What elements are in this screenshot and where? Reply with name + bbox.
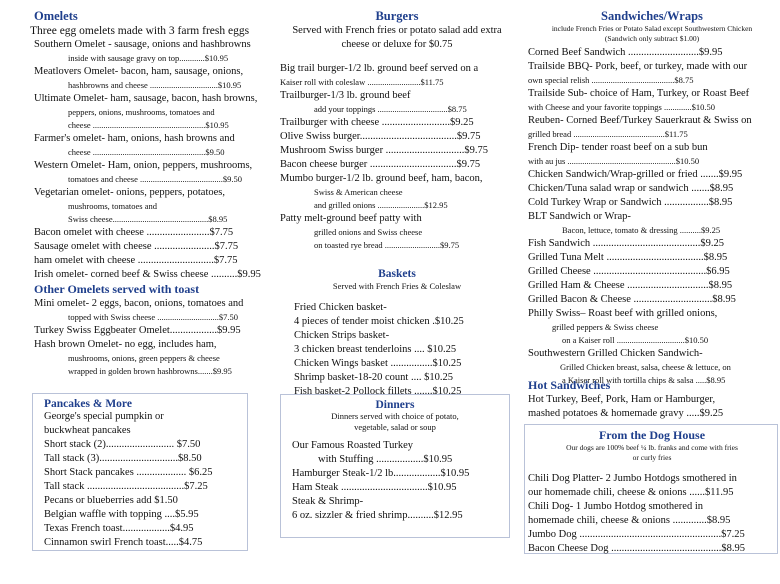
omelets-line: Bacon omelet with cheese ........................$7.75 — [34, 227, 234, 238]
sandwiches-line: grilled bread ...........................................$11.75 — [528, 129, 688, 139]
pancakes-heading: Pancakes & More — [44, 398, 132, 410]
burgers-line: grilled onions and Swiss cheese — [314, 227, 423, 237]
burgers-heading: Burgers — [375, 9, 419, 23]
omelets-line: peppers, onions, mushrooms, tomatoes and — [68, 107, 215, 117]
omelets-line: ham omelet with cheese .............................$7.75 — [34, 255, 238, 266]
pancakes-line: Cinnamon swirl French toast.....$4.75 — [44, 537, 203, 548]
dog-house-line: our homemade chili, cheese & onions ......$11.95 — [528, 487, 734, 498]
pancakes-line: Belgian waffle with topping ....$5.95 — [44, 509, 199, 520]
omelets-line: Southern Omelet - sausage, onions and hashbrowns — [34, 39, 251, 50]
baskets-line: Shrimp basket-18-20 count .... $10.25 — [294, 372, 453, 383]
baskets-line: 4 pieces of tender moist chicken .$10.25 — [294, 316, 464, 327]
burgers-line: Mushroom Swiss burger ..............................$9.75 — [280, 145, 489, 156]
omelets-line: Farmer's omelet- ham, onions, hash browns and — [34, 133, 235, 144]
pancakes-section — [44, 398, 244, 550]
sandwiches-line: Grilled Bacon & Cheese ..............................$8.95 — [528, 294, 736, 305]
other-omelets-section — [34, 282, 260, 378]
other-omelets-line: mushrooms, onions, green peppers & cheese — [68, 353, 220, 363]
pancakes-line: buckwheat pancakes — [44, 425, 131, 436]
hot-sandwiches-section — [528, 378, 776, 421]
other-omelets-line: Hash brown Omelet- no egg, includes ham, — [34, 339, 217, 350]
pancakes-line: George's special pumpkin or — [44, 411, 164, 422]
other-omelets-line: Turkey Swiss Eggbeater Omelet..................$9.95 — [34, 325, 241, 336]
burgers-line: Trailburger-1/3 lb. ground beef — [280, 90, 411, 101]
sandwiches-line: Corned Beef Sandwich ...........................$9.95 — [528, 47, 723, 58]
burgers-line: Bacon cheese burger .................................$9.75 — [280, 159, 481, 170]
hot-sandwiches-line: mashed potatoes & homemade gravy .....$9.25 — [528, 408, 724, 419]
sandwiches-line: with Cheese and your favorite toppings .............$10.50 — [528, 102, 715, 112]
sandwiches-line: Grilled Tuna Melt .....................................$8.95 — [528, 252, 728, 263]
sandwiches-line: Bacon, lettuce, tomato & dressing ..........$9.25 — [562, 225, 721, 235]
sandwiches-line: Chicken Sandwich/Wrap-grilled or fried .......$9.95 — [528, 169, 743, 180]
burgers-line: Patty melt-ground beef patty with — [280, 213, 422, 224]
dog-house-subtitle: Our dogs are 100% beef ¼ lb. franks and come with fries — [566, 443, 738, 452]
dinners-line: with Stuffing ..................$10.95 — [318, 454, 453, 465]
dinners-line: Steak & Shrimp- — [292, 496, 364, 507]
pancakes-line: Tall stack (3)..............................$8.50 — [44, 453, 202, 464]
sandwiches-line: BLT Sandwich or Wrap- — [528, 211, 631, 222]
pancakes-line: Texas French toast..................$4.95 — [44, 523, 194, 534]
pancakes-line: Short Stack pancakes ................... $6.25 — [44, 467, 213, 478]
baskets-line: Fried Chicken basket- — [294, 302, 387, 313]
burgers-subtitle: Served with French fries or potato salad add extra — [292, 25, 502, 36]
burgers-line: add your toppings .................................$8.75 — [314, 104, 467, 114]
sandwiches-line: Grilled Chicken breast, salsa, cheese & lettuce, on — [560, 362, 731, 372]
sandwiches-line: Trailside Sub- choice of Ham, Turkey, or Roast Beef — [528, 88, 750, 99]
dog-house-heading: From the Dog House — [598, 428, 706, 442]
omelets-line: Western Omelet- Ham, onion, peppers, mushrooms, — [34, 160, 253, 171]
baskets-section — [280, 268, 514, 399]
burgers-line: Swiss & American cheese — [314, 187, 403, 197]
left-column — [0, 0, 262, 584]
hot-sandwiches-heading: Hot Sandwiches — [528, 378, 611, 392]
sandwiches-section — [528, 9, 776, 387]
dog-house-line: Chili Dog Platter- 2 Jumbo Hotdogs smothered in — [528, 473, 737, 484]
dinners-section — [284, 399, 506, 523]
omelets-line: cheese .....................................................$10.95 — [68, 120, 229, 130]
omelets-line: Ultimate Omelet- ham, sausage, bacon, hash browns, — [34, 93, 258, 104]
right-column — [520, 0, 780, 584]
dog-house-subtitle: or curly fries — [632, 453, 672, 462]
burgers-line: Kaiser roll with coleslaw .........................$11.75 — [280, 77, 444, 87]
omelets-line: tomatoes and cheese .......................................$9.50 — [68, 174, 242, 184]
sandwiches-line: Grilled Ham & Cheese ...............................$8.95 — [528, 280, 733, 291]
omelets-line: Irish omelet- corned beef & Swiss cheese ..........$9.95 — [34, 269, 261, 280]
sandwiches-line: a Kaiser roll with tortilla chips & salsa .....$8.95 — [562, 375, 726, 385]
dinners-heading: Dinners — [375, 399, 415, 411]
sandwiches-line: Cold Turkey Wrap or Sandwich .................$8.95 — [528, 197, 733, 208]
baskets-line: Fish basket-2 Pollock fillets .......$10.25 — [294, 386, 462, 397]
dinners-line: 6 oz. sizzler & fried shrimp..........$12.95 — [292, 510, 463, 521]
baskets-line: Chicken Strips basket- — [294, 330, 390, 341]
dinners-line: Ham Steak .................................$10.95 — [292, 482, 457, 493]
sandwiches-line: Grilled Cheese ...........................................$6.95 — [528, 266, 730, 277]
burgers-subtitle: cheese or deluxe for $0.75 — [341, 39, 453, 50]
omelets-line: cheese .....................................................$9.50 — [68, 147, 225, 157]
dog-house-line: homemade chili, cheese & onions .............$8.95 — [528, 515, 731, 526]
sandwiches-heading: Sandwiches/Wraps — [601, 9, 703, 23]
baskets-line: Chicken Wings basket ................$10.25 — [294, 358, 462, 369]
other-omelets-heading: Other Omelets served with toast — [34, 282, 200, 296]
dinners-line: Hamburger Steak-1/2 lb..................$10.95 — [292, 468, 470, 479]
other-omelets-line: Mini omelet- 2 eggs, bacon, onions, tomatoes and — [34, 298, 244, 309]
omelets-line: Three egg omelets made with 3 farm fresh eggs — [30, 25, 250, 37]
omelets-line: hashbrowns and cheese ................................$10.95 — [68, 80, 242, 90]
baskets-subtitle: Served with French Fries & Coleslaw — [332, 281, 462, 291]
omelets-line: Meatlovers Omelet- bacon, ham, sausage, onions, — [34, 66, 244, 77]
sandwiches-line: grilled peppers & Swiss cheese — [552, 322, 659, 332]
sandwiches-subtitle: (Sandwich only subtract $1.00) — [604, 34, 700, 43]
omelets-line: Vegetarian omelet- onions, peppers, potatoes, — [34, 187, 225, 198]
omelets-section — [30, 9, 261, 282]
sandwiches-line: Reuben- Corned Beef/Turkey Sauerkraut & Swiss on — [528, 115, 752, 126]
dinners-subtitle: Dinners served with choice of potato, — [331, 411, 459, 421]
pancakes-line: Tall stack .....................................$7.25 — [44, 481, 208, 492]
sandwiches-line: Fish Sandwich .........................................$9.25 — [528, 238, 725, 249]
dog-house-line: Jumbo Dog ......................................................$7.25 — [528, 529, 745, 540]
other-omelets-line: topped with Swiss cheese .............................$7.50 — [68, 312, 238, 322]
dog-house-line: Chili Dog- 1 Jumbo Hotdog smothered in — [528, 501, 703, 512]
burgers-section — [280, 9, 514, 252]
burgers-line: Mumbo burger-1/2 lb. ground beef, ham, bacon, — [280, 173, 483, 184]
burgers-line: Olive Swiss burger.....................................$9.75 — [280, 131, 481, 142]
baskets-heading: Baskets — [378, 268, 416, 280]
sandwiches-subtitle: include French Fries or Potato Salad except Southwestern Chicken — [551, 24, 753, 33]
burgers-line: on toasted rye bread ..........................$9.75 — [314, 240, 460, 250]
pancakes-line: Short stack (2).......................... $7.50 — [44, 439, 201, 450]
dinners-subtitle: vegetable, salad or soup — [354, 422, 436, 432]
omelets-line: Sausage omelet with cheese .......................$7.75 — [34, 241, 239, 252]
dog-house-section — [528, 428, 776, 556]
sandwiches-line: Philly Swiss– Roast beef with grilled onions, — [528, 308, 718, 319]
sandwiches-line: with au jus ...................................................$10.50 — [528, 156, 700, 166]
sandwiches-line: French Dip- tender roast beef on a sub bun — [528, 142, 708, 153]
omelets-line: Swiss cheese.............................................$8.95 — [68, 214, 228, 224]
burgers-line: and grilled onions ......................$12.95 — [314, 200, 448, 210]
sandwiches-line: Trailside BBQ- Pork, beef, or turkey, made with our — [528, 61, 748, 72]
dinners-line: Our Famous Roasted Turkey — [292, 440, 414, 451]
other-omelets-line: wrapped in golden brown hashbrowns.......$9.95 — [68, 366, 232, 376]
sandwiches-line: Southwestern Grilled Chicken Sandwich- — [528, 348, 703, 359]
sandwiches-line: Chicken/Tuna salad wrap or sandwich .......$8.95 — [528, 183, 734, 194]
baskets-line: 3 chicken breast tenderloins .... $10.25 — [294, 344, 457, 355]
omelets-line: inside with sausage gravy on top............$10.95 — [68, 53, 229, 63]
dog-house-line: Bacon Cheese Dog ..........................................$8.95 — [528, 543, 745, 554]
omelets-line: mushrooms, tomatoes and — [68, 201, 158, 211]
burgers-line: Trailburger with cheese ..........................$9.25 — [280, 117, 474, 128]
omelets-heading: Omelets — [34, 9, 78, 23]
sandwiches-line: own special relish .......................................$8.75 — [528, 75, 694, 85]
sandwiches-line: on a Kaiser roll ................................$10.50 — [562, 335, 709, 345]
pancakes-line: Pecans or blueberries add $1.50 — [44, 495, 178, 506]
burgers-line: Big trail burger-1/2 lb. ground beef served on a — [280, 63, 479, 74]
middle-column — [266, 0, 516, 584]
hot-sandwiches-line: Hot Turkey, Beef, Pork, Ham or Hamburger, — [528, 394, 716, 405]
